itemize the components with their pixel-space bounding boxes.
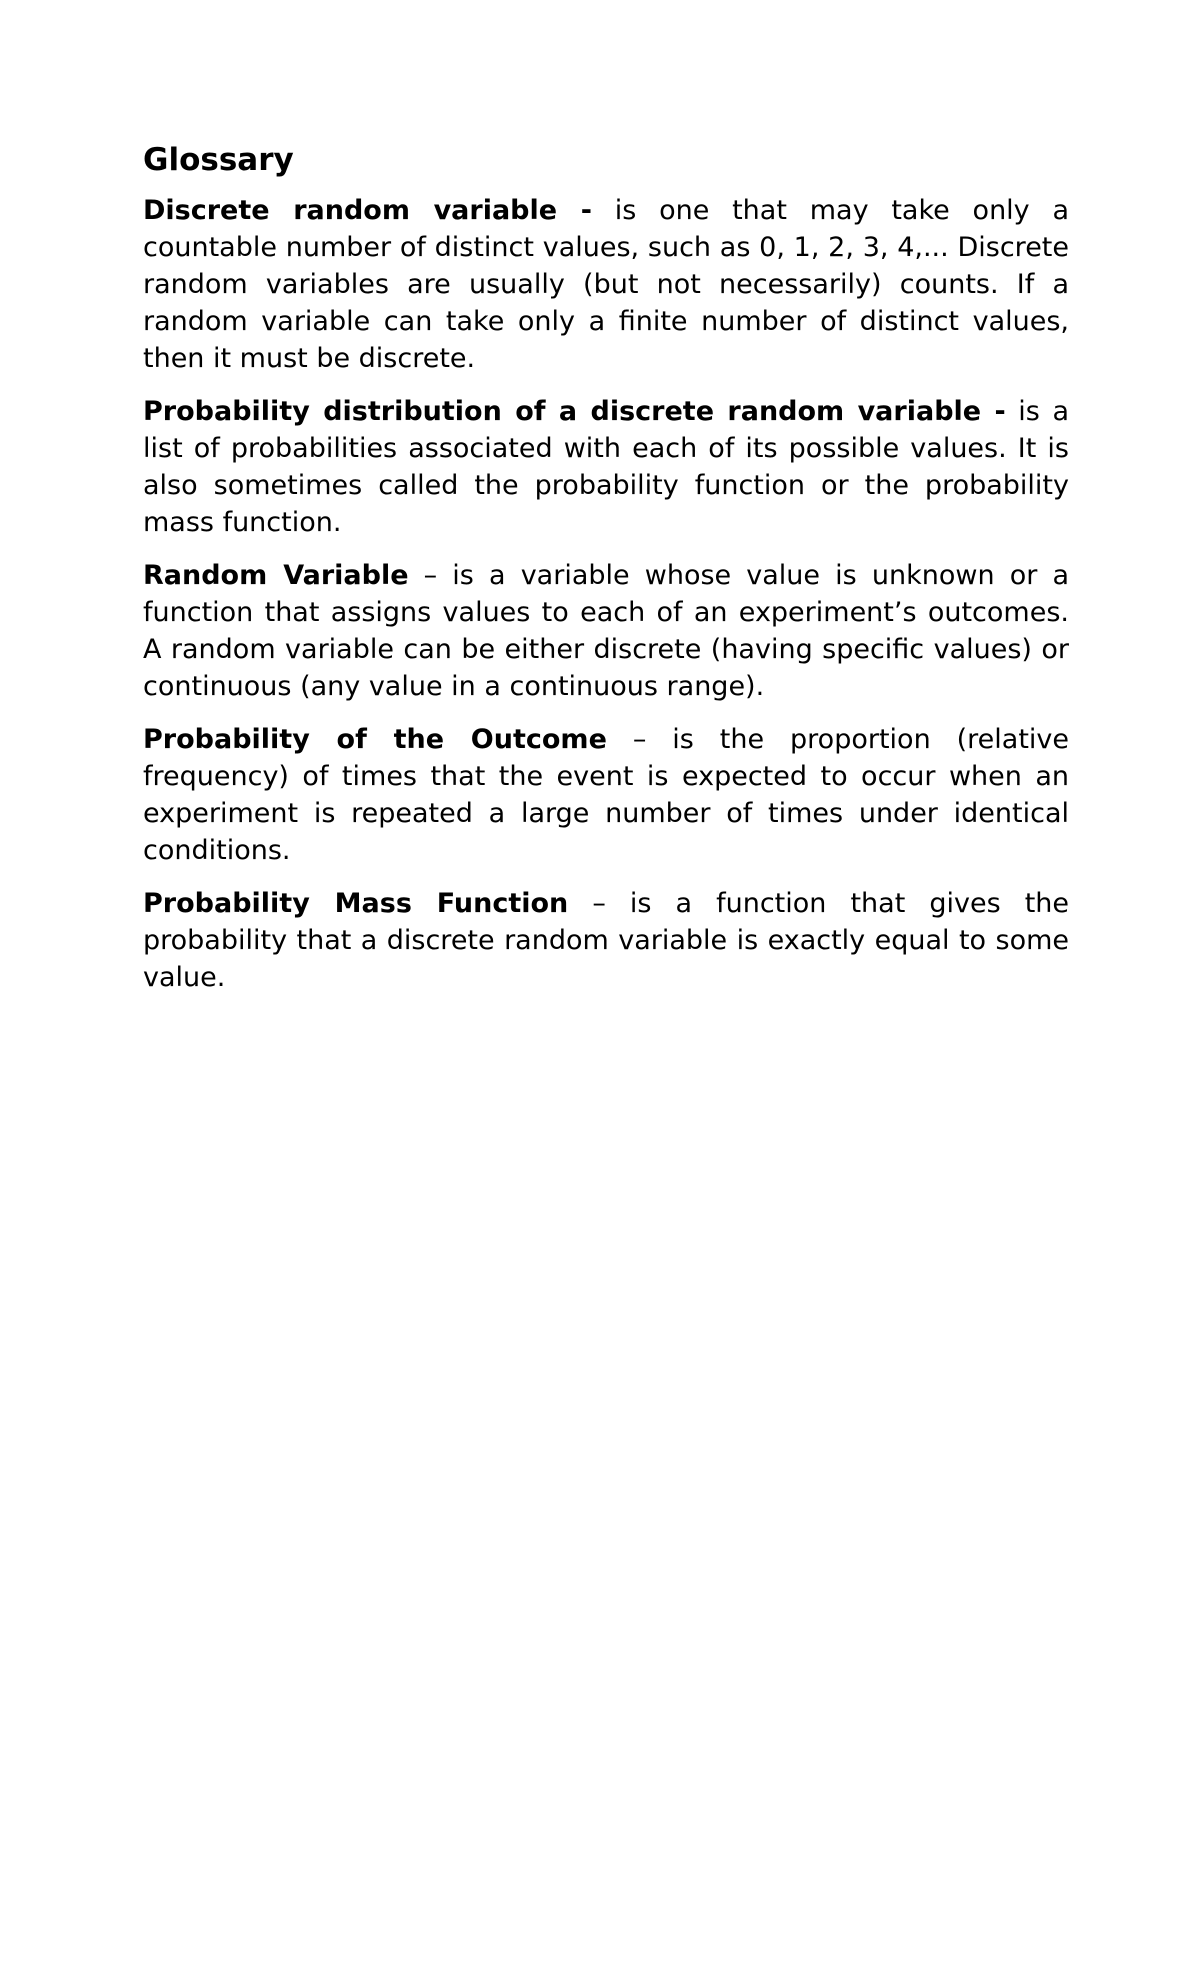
glossary-term: Probability of the Outcome (143, 724, 607, 755)
glossary-entry-probability-mass-function (143, 885, 1069, 996)
glossary-term: Probability Mass Function (143, 888, 569, 919)
glossary-definition: – is the proportion (relative frequency) of times that the event is expected to occur when an experiment is repeated a large number of times under identical conditions. (143, 724, 1069, 866)
page-title: Glossary (143, 142, 294, 178)
glossary-term: Probability distribution of a discrete random variable - (143, 396, 1006, 427)
glossary-definition: – is a function that gives the probability that a discrete random variable is exactly equal to some value. (143, 888, 1070, 993)
glossary-entry-probability-of-the-outcome (143, 721, 1069, 869)
glossary-definition: is one that may take only a countable number of distinct values, such as 0, 1, 2, 3, 4,... Discrete random variables are usually (but not necessarily) counts. If a random variable can take only a finite number of distinct values, then it must be discrete. (143, 195, 1069, 374)
glossary-definition: is a list of probabilities associated with each of its possible values. It is also sometimes called the probability function or the probability mass function. (143, 396, 1069, 538)
glossary-entry-random-variable (143, 557, 1069, 705)
glossary-entry-probability-distribution (143, 393, 1069, 541)
glossary-term: Random Variable (143, 560, 409, 591)
document-page (143, 140, 1069, 1012)
glossary-term: Discrete random variable - (143, 195, 592, 226)
glossary-definition: – is a variable whose value is unknown or a function that assigns values to each of an experiment’s outcomes. A random variable can be either discrete (having specific values) or continuous (any value in a continuous range). (143, 560, 1069, 702)
glossary-entry-discrete-random-variable (143, 192, 1069, 377)
